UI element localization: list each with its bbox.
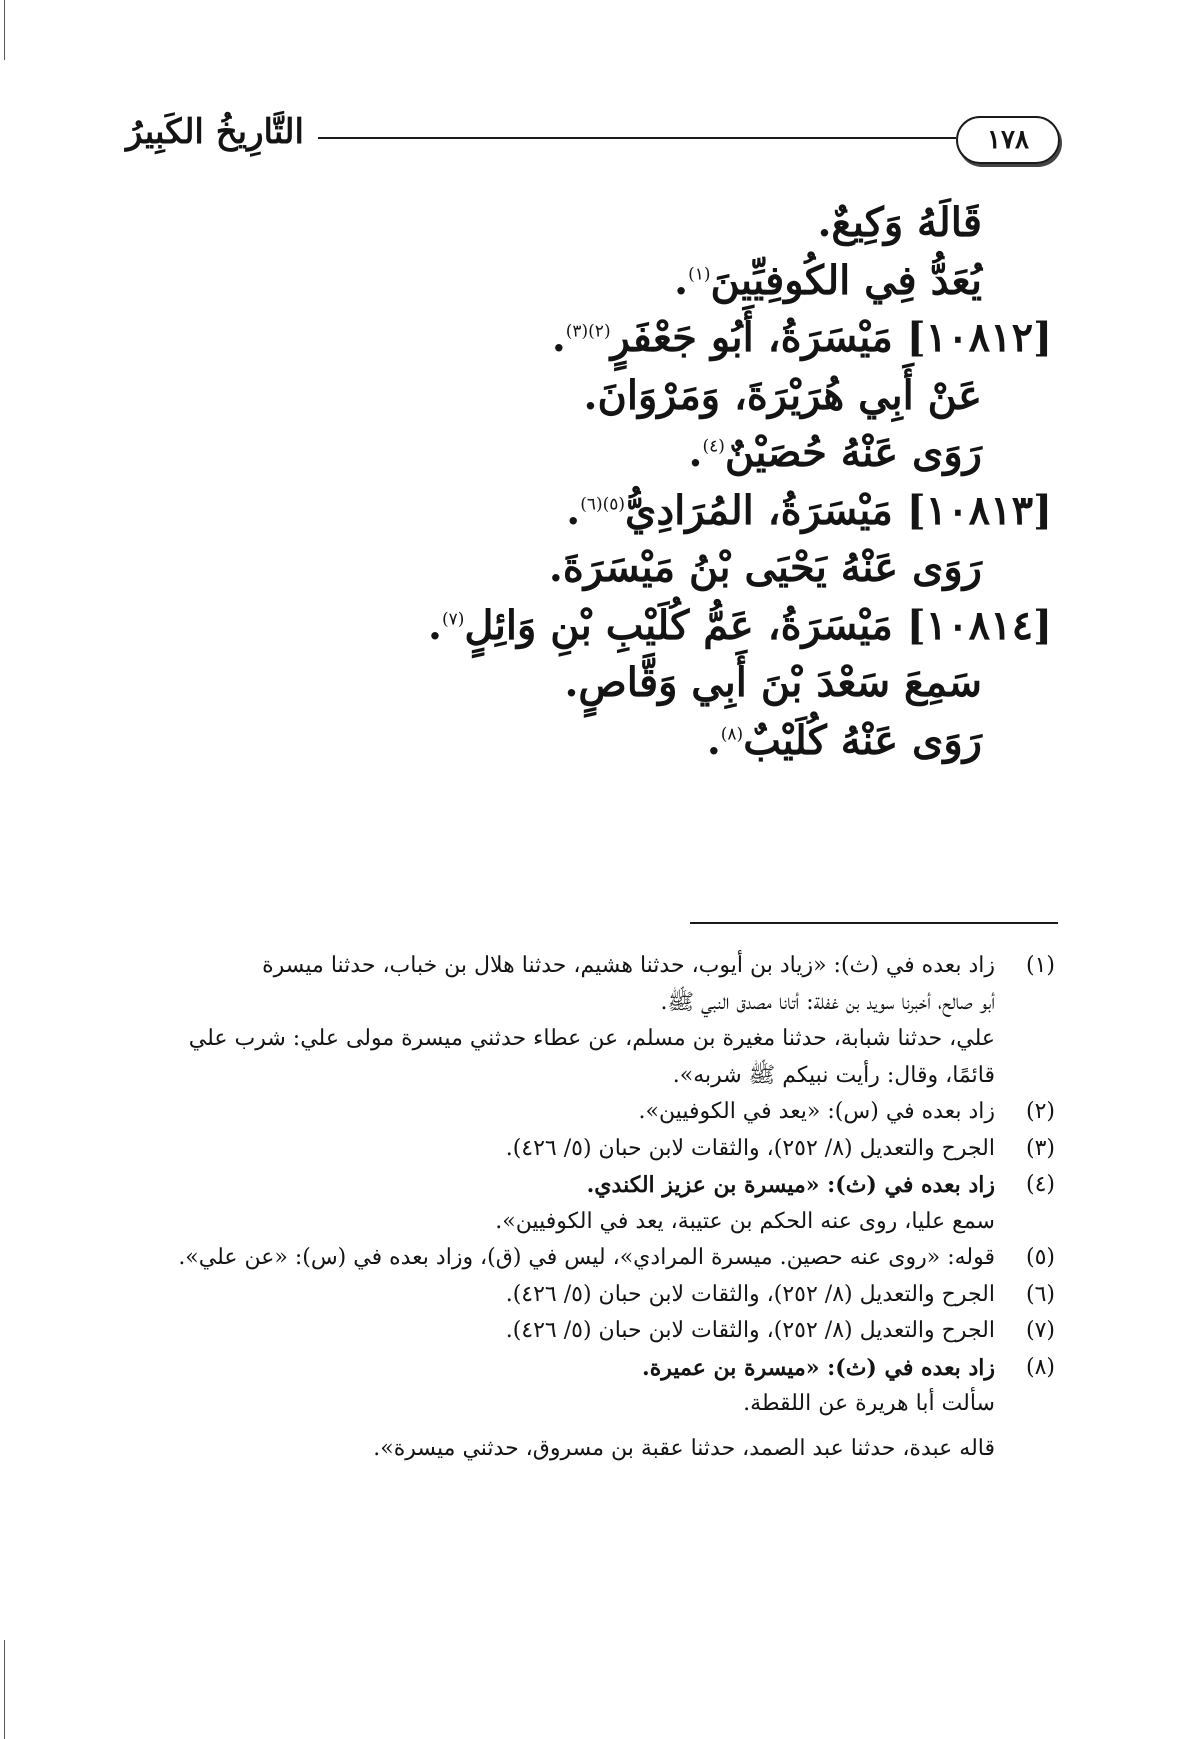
footnote-line: زاد بعده في (ث): «زياد بن أيوب، حدثنا هشيم، حدثنا هلال بن خباب، حدثنا ميسرة bbox=[262, 953, 995, 978]
footnote-number: (٤) bbox=[1025, 1172, 1055, 1197]
footnote-body bbox=[110, 1350, 995, 1468]
entry-text: [١٠٨١٤] مَيْسَرَةُ، عَمُّ كُلَيْبِ بْنِ وَائِلٍ bbox=[464, 601, 1052, 649]
entry-text: قَالَهُ وَكِيعٌ. bbox=[817, 199, 982, 246]
footnote-gap bbox=[110, 1423, 995, 1431]
page-header bbox=[120, 112, 1060, 172]
footnote-line: زاد بعده في (ث): «ميسرة بن عميرة. bbox=[642, 1354, 995, 1381]
footnotes bbox=[110, 948, 1055, 1467]
footnote-number: (٧) bbox=[1025, 1318, 1055, 1343]
footnote-line: زاد بعده في (س): «يعد في الكوفيين». bbox=[638, 1099, 995, 1124]
footnote-reference[interactable]: (٨) bbox=[720, 724, 744, 745]
entry-line bbox=[120, 597, 1052, 655]
footnote-body bbox=[110, 1167, 995, 1240]
footnote-line: الجرح والتعديل (٨/ ٢٥٢)، والثقات لابن حبان (٥/ ٤٢٦). bbox=[505, 1135, 995, 1161]
footnote-body bbox=[110, 1131, 995, 1168]
footnote-line: الجرح والتعديل (٨/ ٢٥٢)، والثقات لابن حبان (٥/ ٤٢٦). bbox=[505, 1318, 995, 1343]
entry-text: رَوَى عَنْهُ كُلَيْبٌ bbox=[743, 716, 982, 764]
scan-edge-mark bbox=[4, 0, 5, 60]
entry-punctuation: . bbox=[551, 314, 566, 361]
entry-line bbox=[120, 194, 1052, 252]
footnote bbox=[110, 1277, 1055, 1314]
entry-line bbox=[120, 712, 1052, 770]
entry-punctuation: . bbox=[428, 601, 442, 649]
entry-text: سَمِعَ سَعْدَ بْنَ أَبِي وَقَّاصٍ. bbox=[564, 659, 982, 706]
footnote-line: قاله عبدة، حدثنا عبد الصمد، حدثنا عقبة بن مسروق، حدثني ميسرة». bbox=[373, 1435, 995, 1461]
footnote-body bbox=[110, 1094, 995, 1131]
footnote-number: (٨) bbox=[1025, 1354, 1055, 1380]
footnote-body bbox=[110, 1277, 995, 1314]
main-text bbox=[120, 194, 1052, 769]
footnote bbox=[110, 1313, 1055, 1350]
footnote-line: سمع عليا، روى عنه الحكم بن عتيبة، يعد في الكوفيين». bbox=[495, 1208, 995, 1234]
header-rule bbox=[318, 137, 956, 139]
entry-punctuation: . bbox=[688, 429, 703, 476]
footnote-number: (٢) bbox=[1025, 1099, 1055, 1124]
footnote bbox=[110, 1167, 1055, 1240]
footnote bbox=[110, 1240, 1055, 1277]
footnote-reference[interactable]: (٥)(٦) bbox=[580, 494, 626, 515]
entry-text: [١٠٨١٢] مَيْسَرَةُ، أَبُو جَعْفَرٍ bbox=[610, 314, 1052, 361]
page-number: ١٧٨ bbox=[987, 125, 1029, 155]
entry-text: يُعَدُّ فِي الكُوفِيِّينَ bbox=[710, 256, 982, 304]
page-number-badge bbox=[956, 116, 1060, 164]
footnote-line: علي، حدثنا شبابة، حدثنا مغيرة بن مسلم، عن عطاء حدثني ميسرة مولى علي: شرب علي bbox=[188, 1026, 995, 1051]
entry-text: عَنْ أَبِي هُرَيْرَةَ، وَمَرْوَانَ. bbox=[583, 371, 982, 419]
footnote-line: قائمًا، وقال: رأيت نبيكم ﷺ شربه». bbox=[672, 1062, 995, 1088]
entry-line bbox=[120, 309, 1052, 367]
entry-punctuation: . bbox=[674, 256, 689, 304]
footnote-number: (٣) bbox=[1025, 1135, 1055, 1161]
footnote bbox=[110, 1131, 1055, 1168]
book-title: التَّارِيخُ الكَبِيرُ bbox=[126, 112, 304, 152]
footnote bbox=[110, 948, 1055, 1094]
entry-line bbox=[120, 367, 1052, 425]
entry-text: رَوَى عَنْهُ يَحْيَى بْنُ مَيْسَرَةَ. bbox=[548, 544, 982, 591]
footnote bbox=[110, 1350, 1055, 1468]
footnote-reference[interactable]: (٤) bbox=[702, 436, 725, 457]
entry-line bbox=[120, 482, 1052, 540]
entry-text: [١٠٨١٣] مَيْسَرَةُ، المُرَادِيُّ bbox=[625, 486, 1052, 534]
entry-punctuation: . bbox=[566, 486, 581, 534]
scan-edge-mark bbox=[4, 1640, 5, 1739]
footnote-number: (٦) bbox=[1025, 1281, 1055, 1307]
entry-line bbox=[120, 424, 1052, 482]
footnote-reference[interactable]: (١) bbox=[688, 264, 711, 285]
footnote-separator bbox=[690, 922, 1058, 924]
footnote-body bbox=[110, 948, 995, 1094]
footnote-number: (٥) bbox=[1025, 1245, 1055, 1270]
footnote-line: زاد بعده في (ث): «ميسرة بن عزيز الكندي. bbox=[586, 1172, 995, 1198]
footnote-line: سألت أبا هريرة عن اللقطة. bbox=[743, 1391, 995, 1416]
entry-line bbox=[120, 654, 1052, 712]
footnote-reference[interactable]: (٧) bbox=[441, 609, 465, 630]
footnote-line: الجرح والتعديل (٨/ ٢٥٢)، والثقات لابن حبان (٥/ ٤٢٦). bbox=[505, 1281, 995, 1307]
footnote-body bbox=[110, 1313, 995, 1350]
entry-line bbox=[120, 252, 1052, 310]
footnote bbox=[110, 1094, 1055, 1131]
footnote-line: قوله: «روى عنه حصين. ميسرة المرادي»، ليس في (ق)، وزاد بعده في (س): «عن علي». bbox=[178, 1245, 995, 1270]
entry-punctuation: . bbox=[706, 716, 721, 764]
footnote-body bbox=[110, 1240, 995, 1277]
footnote-number: (١) bbox=[1025, 953, 1055, 978]
footnote-line: أبو صالح، أخبرنا سويد بن غفلة: أتانا مصدق النبي ﷺ. bbox=[660, 989, 995, 1015]
footnote-reference[interactable]: (٢)(٣) bbox=[565, 321, 611, 342]
entry-line bbox=[120, 539, 1052, 597]
entry-text: رَوَى عَنْهُ حُصَيْنٌ bbox=[724, 429, 982, 476]
